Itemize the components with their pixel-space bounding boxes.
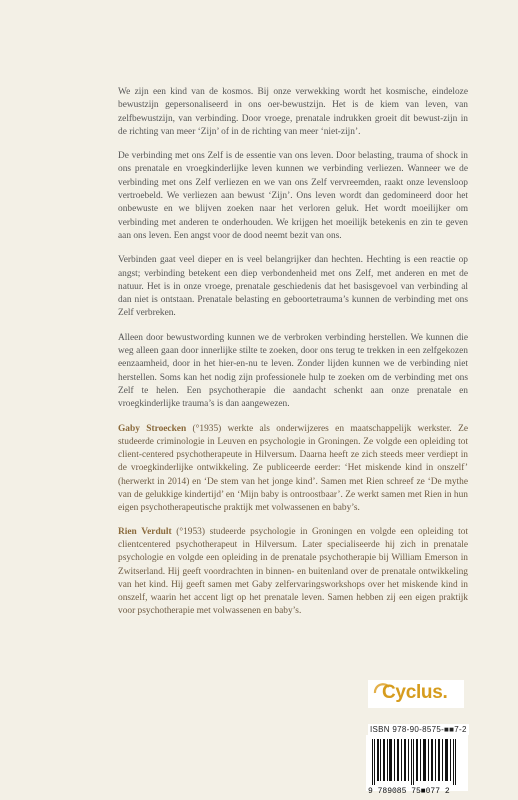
cover-text-block <box>118 86 468 629</box>
barcode-bars-icon <box>370 739 464 785</box>
publisher-logo-text: Cyclus. <box>382 682 448 703</box>
isbn-label: ISBN 978-90-8575-■■7-2 <box>370 725 467 734</box>
author-name-gaby: Gaby Stroecken <box>118 423 187 434</box>
author-bio-rien-text: (°1953) studeerde psychologie in Groningen en volgde een opleiding tot clientcentered psychotherapeut in Hilversum. Later specialiseerde hij zich in prenatale psychologie en volgde een opleiding in de prenatale psychotherapie bij William Emerson in Zwitserland. Hij geeft voordrachten in binnen- en buitenland over de prenatale ontwikkeling van het kind. Hij geeft samen met Gaby zelfervaringsworkshops over het miskende kind in onszelf, waarin het accent ligt op het prenatale leven. Samen hebben zij een eigen praktijk voor psychotherapie met volwassenen en baby’s. <box>118 526 468 617</box>
author-bio-rien <box>118 526 468 619</box>
barcode-digits: 9 789085 75■077 2 <box>368 787 450 796</box>
intro-paragraph-3: Verbinden gaat veel dieper en is veel belangrijker dan hechten. Hechting is een reactie op angst; verbinding betekent een diep verbondenheid met ons Zelf, met anderen en met de natuur. Het is in onze vroege, prenatale geschiedenis dat het basisgevoel van verbinding al dan niet is ontstaan. Prenatale belasting en geboortetrauma’s kunnen de verbinding met ons Zelf verbreken. <box>118 255 468 319</box>
author-bio-gaby <box>118 423 468 516</box>
publisher-logo <box>368 680 464 708</box>
barcode <box>366 735 468 796</box>
author-bio-gaby-text: (°1935) werkte als onderwijzeres en maatschappelijk werkster. Ze studeerde criminologie in Leuven en psychologie in Groningen. Ze volgde een opleiding tot client-centered psychotherapeute in Hilversum. Daarna heeft ze zich steeds meer verdiept in de vroegkinderlijke ontwikkeling. Ze publiceerde eerder: ‘Het miskende kind in onszelf’ (herwerkt in 2014) en ‘De stem van het jonge kind’. Samen met Rien schreef ze ‘De mythe van de gelukkige kindertijd’ en ‘Mijn baby is ontroostbaar’. Ze werkt samen met Rien in hun eigen psychotherapeutische praktijk met volwassenen en baby’s. <box>118 423 469 514</box>
intro-paragraph-4: Alleen door bewustwording kunnen we de verbroken verbinding herstellen. We kunnen die weg alleen gaan door innerlijke stilte te zoeken, door ons terug te trekken in een zelfgekozen eenzaamheid, door in het hier-en-nu te leven. Zonder lijden kunnen we de verbinding niet herstellen. Soms kan het nodig zijn professionele hulp te zoeken om de verbinding met ons Zelf te helen. Een psychotherapie die aandacht schenkt aan onze prenatale en vroegkinderlijke trauma’s is dan aangewezen. <box>118 332 468 410</box>
intro-paragraph-2: De verbinding met ons Zelf is de essentie van ons leven. Door belasting, trauma of shock in ons prenatale en vroegkinderlijke leven kunnen we verbinding verliezen. Wanneer we de verbinding met ons Zelf verliezen en we van ons Zelf vervreemden, raakt onze levensloop vertroebeld. We verliezen aan bewust ‘Zijn’. Ons leven wordt dan gedomineerd door het onbewuste en we blijven zoeken naar het verloren geluk. Het wordt moeilijker om verbinding met anderen te onderhouden. We krijgen het moeilijk betekenis en zin te geven aan ons leven. Een angst voor de dood neemt bezit van ons. <box>118 151 468 241</box>
author-name-rien: Rien Verdult <box>118 526 172 537</box>
intro-paragraph-1: We zijn een kind van de kosmos. Bij onze verwekking wordt het kosmische, eindeloze bewustzijn gepersonaliseerd in ons oer-bewustzijn. Het is de kiem van leven, van zelfbewustzijn, van verbinding. Door vroege, prenatale indrukken groeit dit bewust-zijn in de richting van meer ‘Zijn’ of in de richting van meer ‘niet-zijn’. <box>118 87 468 137</box>
